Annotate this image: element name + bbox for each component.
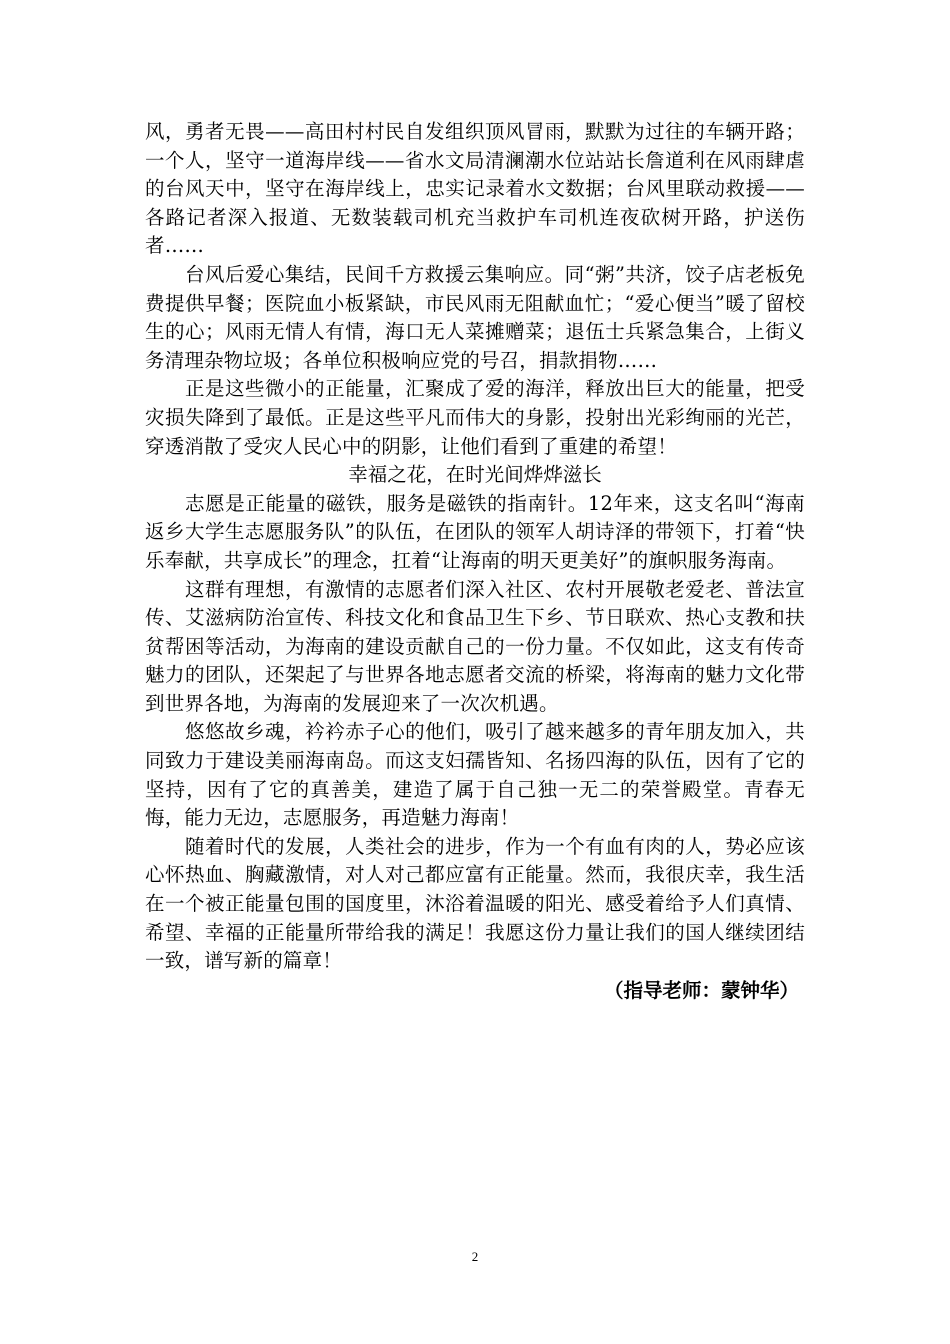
paragraph-aftermath-aid: 台风后爱心集结，民间千方救援云集响应。同“粥”共济，饺子店老板免费提供早餐；医院血小板紧缺，市民风雨无阻献血忙；“爱心便当”暖了留校生的心；风雨无情人有情，海口无人菜摊赠菜；退伍士兵紧急集合，上街义务清理杂物垃圾；各单位积极响应党的号召，捐款捐物…… [145,262,805,372]
document-body [145,118,805,1006]
section-heading: 幸福之花，在时光间烨烨滋长 [348,463,602,487]
advisor-signature: （指导老师：蒙钟华） [603,978,799,1002]
page-number: 2 [471,1249,479,1264]
paragraph-conclusion: 随着时代的发展，人类社会的进步，作为一个有血有肉的人，势必应该心怀热血、胸藏激情，对人对己都应富有正能量。然而，我很庆幸，我生活在一个被正能量包围的国度里，沐浴着温暖的阳光、感受着给予人们真情、希望、幸福的正能量所带给我的满足！我愿这份力量让我们的国人继续团结一致，谱写新的篇章！ [145,834,805,973]
paragraph-positive-energy: 正是这些微小的正能量，汇聚成了爱的海洋，释放出巨大的能量，把受灾损失降到了最低。正是这些平凡而伟大的身影，投射出光彩绚丽的光芒，穿透消散了受灾人民心中的阴影，让他们看到了重建的希望！ [145,377,805,458]
paragraph-continuation: 风，勇者无畏——高田村村民自发组织顶风冒雨，默默为过往的车辆开路；一个人，坚守一道海岸线——省水文局清澜潮水位站站长詹道利在风雨肆虐的台风天中，坚守在海岸线上，忠实记录着水文数据；台风里联动救援——各路记者深入报道、无数装载司机充当救护车司机连夜砍树开路，护送伤者…… [145,120,805,258]
paragraph-volunteer-team: 志愿是正能量的磁铁，服务是磁铁的指南针。12年来，这支名叫“海南返乡大学生志愿服务队”的队伍，在团队的领军人胡诗泽的带领下，打着“快乐奉献，共享成长”的理念，扛着“让海南的明天更美好”的旗帜服务海南。 [145,491,805,572]
paragraph-hometown: 悠悠故乡魂，衿衿赤子心的他们，吸引了越来越多的青年朋友加入，共同致力于建设美丽海南岛。而这支妇孺皆知、名扬四海的队伍，因有了它的坚持，因有了它的真善美，建造了属于自己独一无二的荣誉殿堂。青春无悔，能力无边，志愿服务，再造魅力海南！ [145,720,805,830]
paragraph-volunteer-activities: 这群有理想，有激情的志愿者们深入社区、农村开展敬老爱老、普法宣传、艾滋病防治宣传、科技文化和食品卫生下乡、节日联欢、热心支教和扶贫帮困等活动，为海南的建设贡献自己的一份力量。不仅如此，这支有传奇魅力的团队，还架起了与世界各地志愿者交流的桥梁，将海南的魅力文化带到世界各地，为海南的发展迎来了一次次机遇。 [145,577,805,715]
